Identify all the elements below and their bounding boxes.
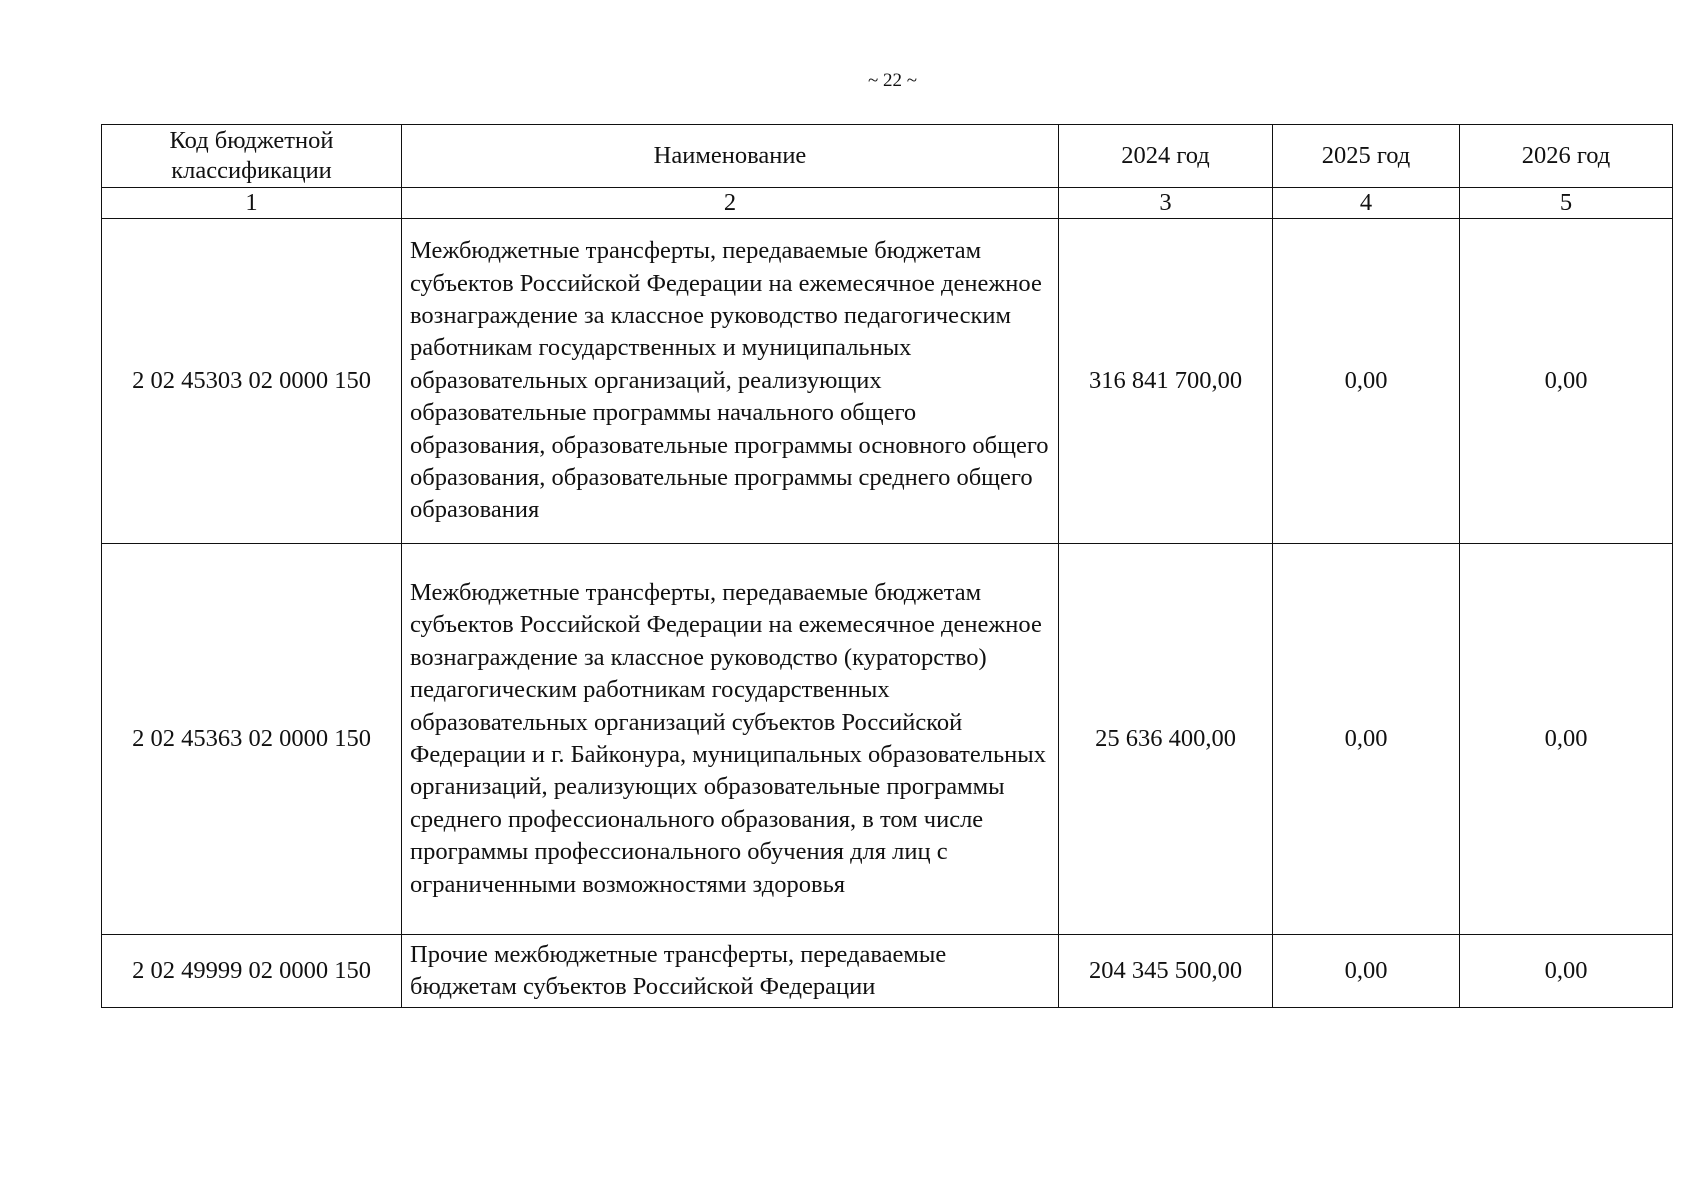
item-name: Межбюджетные трансферты, передаваемые бюджетам субъектов Российской Федерации на ежемесячное денежное вознаграждение за классное руководство педагогическим работникам государственных и муниципальных образовательных организаций, реализующих образовательные программы начального общего образования, образовательные программы основного общего образования, образовательные программы среднего общего образования <box>402 219 1059 544</box>
table-row <box>102 219 1673 544</box>
column-number: 2 <box>402 188 1059 219</box>
header-code: Код бюджетной классификации <box>102 125 402 188</box>
header-2026: 2026 год <box>1460 125 1673 188</box>
column-number: 5 <box>1460 188 1673 219</box>
column-number: 3 <box>1059 188 1273 219</box>
header-2024: 2024 год <box>1059 125 1273 188</box>
budget-code: 2 02 45303 02 0000 150 <box>102 219 402 544</box>
amount-2024: 316 841 700,00 <box>1059 219 1273 544</box>
amount-2026: 0,00 <box>1460 219 1673 544</box>
budget-code: 2 02 49999 02 0000 150 <box>102 935 402 1008</box>
amount-2026: 0,00 <box>1460 935 1673 1008</box>
column-number-row <box>102 188 1673 219</box>
column-number: 1 <box>102 188 402 219</box>
item-name: Межбюджетные трансферты, передаваемые бюджетам субъектов Российской Федерации на ежемесячное денежное вознаграждение за классное руководство (кураторство) педагогическим работникам государственных образовательных организаций субъектов Российской Федерации и г. Байконура, муниципальных образовательных организаций, реализующих образовательные программы среднего профессионального образования, в том числе программы профессионального обучения для лиц с ограниченными возможностями здоровья <box>402 544 1059 935</box>
table-row <box>102 544 1673 935</box>
budget-table <box>101 124 1673 1008</box>
column-number: 4 <box>1273 188 1460 219</box>
amount-2025: 0,00 <box>1273 219 1460 544</box>
table-row <box>102 935 1673 1008</box>
amount-2026: 0,00 <box>1460 544 1673 935</box>
page-number: ~ 22 ~ <box>867 70 918 91</box>
item-name: Прочие межбюджетные трансферты, передаваемые бюджетам субъектов Российской Федерации <box>402 935 1059 1008</box>
table-header-row <box>102 125 1673 188</box>
header-2025: 2025 год <box>1273 125 1460 188</box>
amount-2024: 25 636 400,00 <box>1059 544 1273 935</box>
header-name: Наименование <box>402 125 1059 188</box>
amount-2025: 0,00 <box>1273 935 1460 1008</box>
budget-code: 2 02 45363 02 0000 150 <box>102 544 402 935</box>
amount-2025: 0,00 <box>1273 544 1460 935</box>
amount-2024: 204 345 500,00 <box>1059 935 1273 1008</box>
